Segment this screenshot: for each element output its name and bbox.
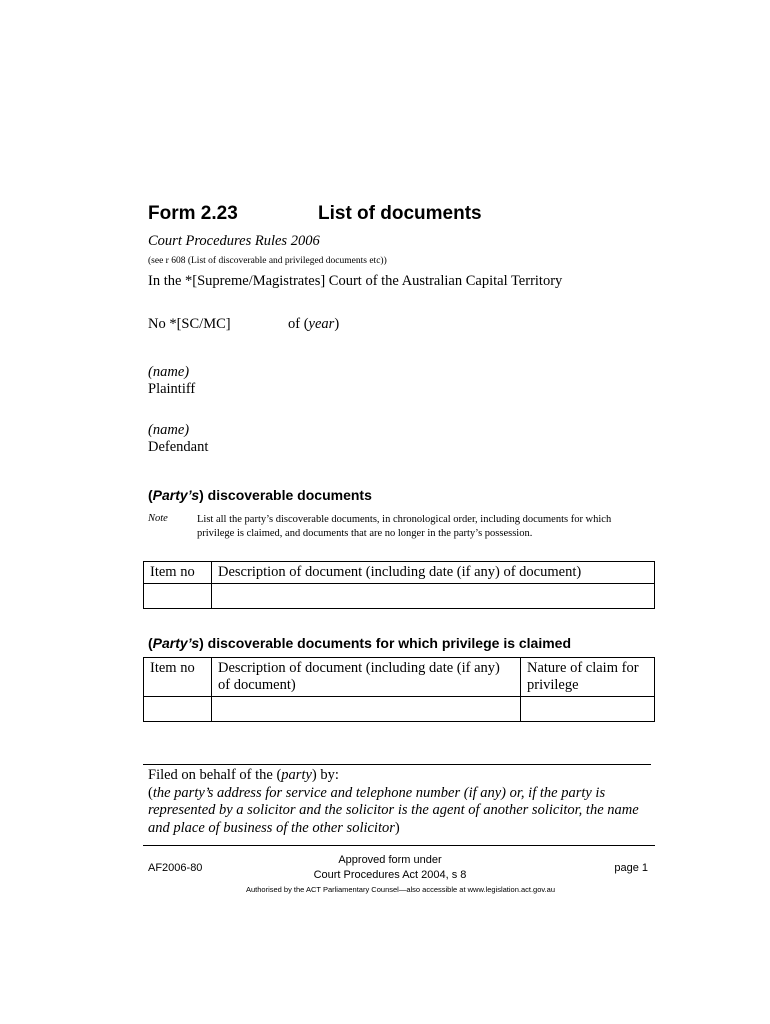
table-row bbox=[144, 584, 655, 609]
section2-heading-rest: discoverable documents for which privilege is claimed bbox=[203, 635, 572, 651]
col-description: Description of document (including date (if any) of document) bbox=[212, 658, 521, 697]
footer-form-code: AF2006-80 bbox=[148, 862, 203, 874]
table-cell-item[interactable] bbox=[144, 697, 212, 722]
privileged-documents-table bbox=[143, 657, 655, 722]
form-number: Form 2.23 bbox=[148, 203, 238, 224]
filed-suffix: ) by: bbox=[311, 767, 339, 783]
filed-line bbox=[148, 767, 653, 785]
plaintiff-name: (name) bbox=[148, 364, 190, 380]
table-cell-description[interactable] bbox=[212, 584, 655, 609]
plaintiff-name-text: name bbox=[152, 364, 185, 380]
filed-prefix: Filed on behalf of the ( bbox=[148, 767, 282, 783]
court-line: In the *[Supreme/Magistrates] Court of the Australian Capital Territory bbox=[148, 273, 563, 289]
footer-approved bbox=[270, 853, 510, 883]
footer-top-rule bbox=[143, 845, 655, 846]
filed-top-rule bbox=[143, 764, 651, 765]
table-cell-description[interactable] bbox=[212, 697, 521, 722]
section1-heading: (Party’s) discoverable documents bbox=[148, 487, 372, 503]
note-text: List all the party’s discoverable documents, in chronological order, including documents for which privilege is claimed, and documents that are no longer in the party’s possession. bbox=[197, 514, 612, 539]
case-number: No *[SC/MC] bbox=[148, 316, 231, 332]
table-cell-nature[interactable] bbox=[521, 697, 655, 722]
defendant-role: Defendant bbox=[148, 439, 209, 455]
section1-heading-party: Party’s bbox=[152, 487, 200, 503]
section1-heading-rest: discoverable documents bbox=[203, 487, 372, 503]
filed-party-word: party bbox=[281, 767, 312, 783]
footer-approved-line1: Approved form under bbox=[338, 854, 442, 866]
section2-heading: (Party’s) discoverable documents for which privilege is claimed bbox=[148, 635, 572, 651]
filed-detail: (the party’s address for service and telephone number (if any) or, if the party is represented by a solicitor and the solicitor is the agent of another solicitor, the name and place of business of the other solicitor) bbox=[148, 784, 639, 836]
defendant-name: (name) bbox=[148, 422, 190, 438]
footer-page-number: page 1 bbox=[614, 862, 648, 874]
section2-heading-party: Party’s bbox=[152, 635, 200, 651]
col-description: Description of document (including date (if any) of document) bbox=[212, 562, 655, 584]
case-year-word: year bbox=[308, 316, 335, 332]
case-year-prefix: of ( bbox=[288, 316, 309, 332]
rules-name: Court Procedures Rules 2006 bbox=[148, 233, 320, 249]
table-header-row bbox=[144, 562, 655, 584]
table-cell-item[interactable] bbox=[144, 584, 212, 609]
rule-reference: (see r 608 (List of discoverable and privileged documents etc)) bbox=[148, 256, 387, 266]
discoverable-documents-table bbox=[143, 561, 655, 609]
col-nature-of-claim: Nature of claim for privilege bbox=[521, 658, 655, 697]
footer-approved-line2: Court Procedures Act 2004, s 8 bbox=[313, 869, 467, 881]
table-header-row bbox=[144, 658, 655, 697]
form-title: List of documents bbox=[318, 203, 482, 224]
note-label: Note bbox=[148, 513, 168, 524]
table-row bbox=[144, 697, 655, 722]
footer-authorised: Authorised by the ACT Parliamentary Counsel—also accessible at www.legislation.act.gov.au bbox=[245, 885, 556, 894]
col-item-no: Item no bbox=[144, 562, 212, 584]
defendant-name-text: name bbox=[152, 422, 185, 438]
filed-on-behalf-block bbox=[148, 767, 653, 837]
filed-detail-text: the party’s address for service and telephone number (if any) or, if the party is represented by a solicitor and the solicitor is the agent of another solicitor, the name and place of business of the other solicitor bbox=[148, 784, 639, 836]
case-year bbox=[288, 316, 339, 333]
plaintiff-role: Plaintiff bbox=[148, 381, 196, 397]
case-year-suffix: ) bbox=[334, 316, 340, 332]
col-item-no: Item no bbox=[144, 658, 212, 697]
